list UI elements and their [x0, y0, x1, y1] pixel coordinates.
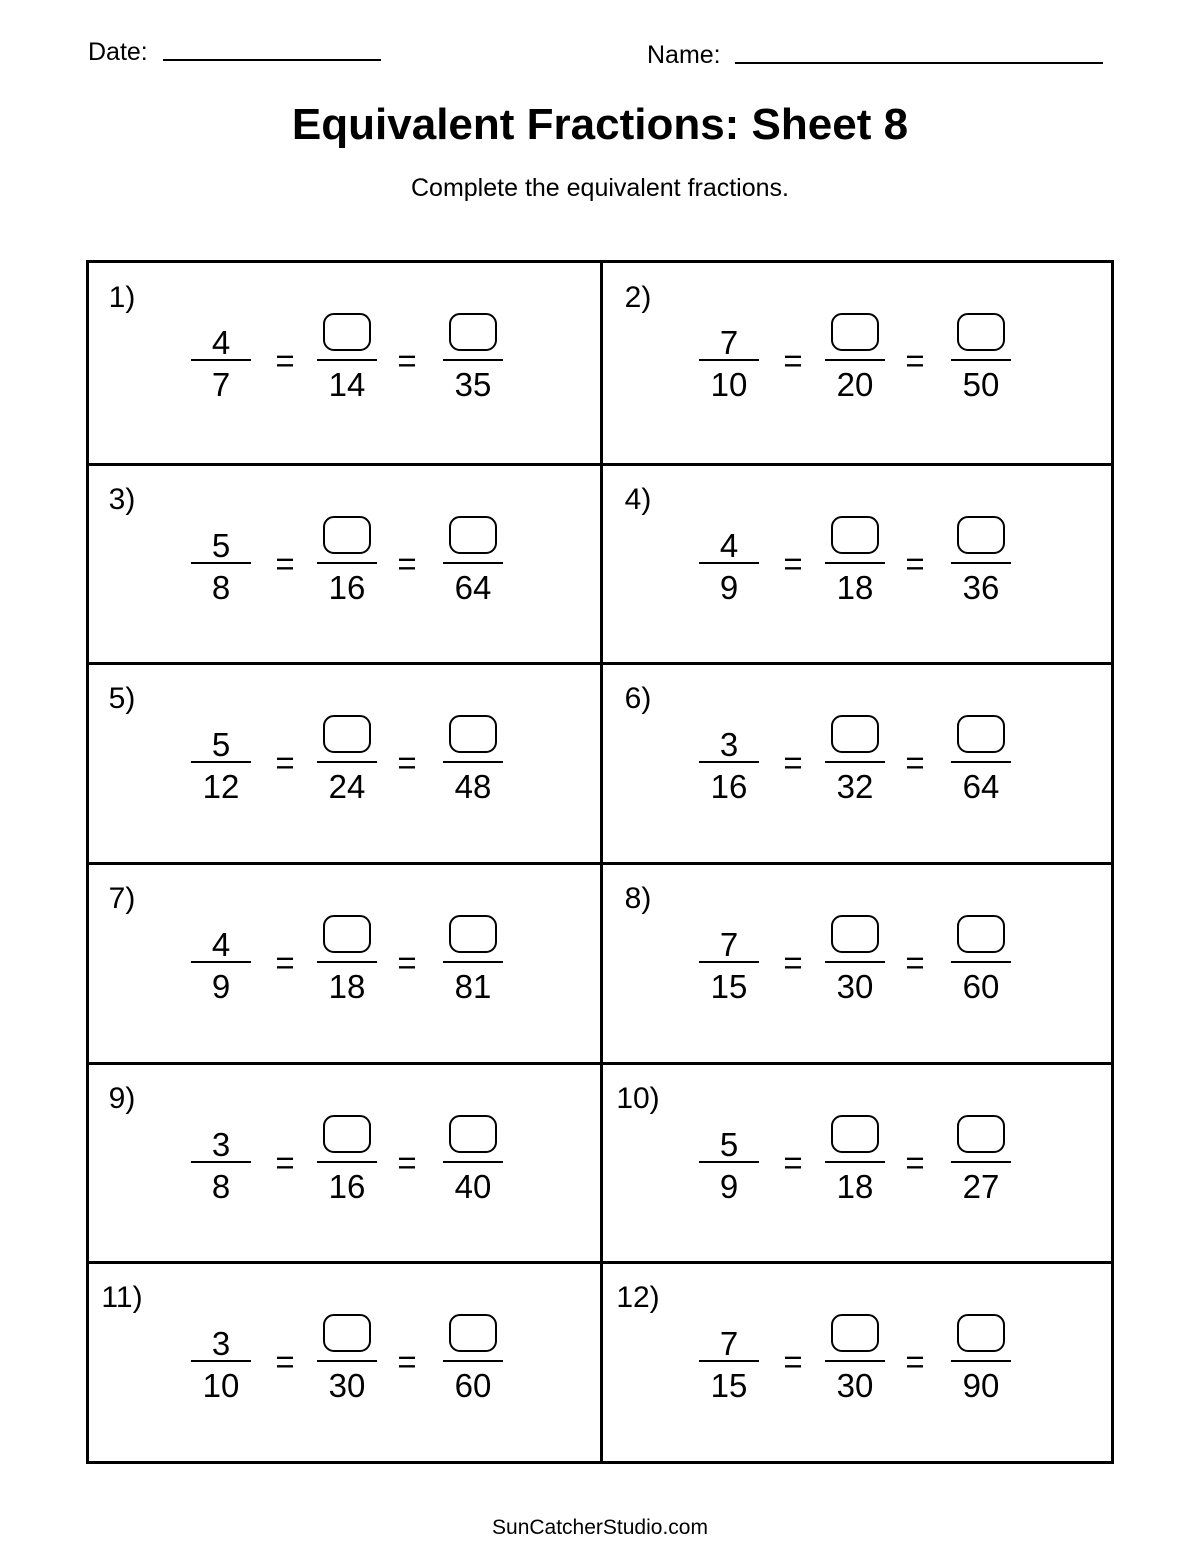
fraction-bar — [191, 359, 251, 361]
numerator: 7 — [719, 926, 739, 963]
denominator: 40 — [454, 1167, 492, 1205]
problem-cell — [600, 263, 1111, 463]
instructions: Complete the equivalent fractions. — [411, 174, 789, 202]
numerator: 3 — [719, 726, 739, 764]
equals-sign: = — [905, 1143, 925, 1181]
fraction-bar — [825, 562, 885, 564]
fraction-bar — [443, 761, 503, 763]
equivalent-fraction — [951, 1312, 1011, 1412]
fraction-bar — [699, 761, 759, 763]
given-fraction — [191, 913, 251, 1013]
denominator: 64 — [454, 568, 492, 606]
denominator: 18 — [836, 1167, 874, 1205]
denominator: 60 — [454, 1367, 492, 1405]
fraction-bar — [317, 1161, 377, 1163]
problem-number: 11) — [101, 1281, 143, 1315]
fraction-bar — [191, 562, 251, 564]
equivalent-fraction — [317, 913, 377, 1013]
denominator: 10 — [202, 1367, 240, 1405]
fraction-bar — [443, 1161, 503, 1163]
denominator: 9 — [211, 968, 231, 1005]
denominator: 9 — [719, 568, 739, 606]
equivalent-fraction — [443, 913, 503, 1013]
equals-sign: = — [783, 1343, 803, 1381]
problem-cell — [89, 862, 600, 1062]
equals-sign: = — [397, 744, 417, 782]
denominator: 60 — [962, 968, 1000, 1005]
answer-box[interactable] — [957, 915, 1005, 953]
equals-sign: = — [783, 744, 803, 782]
denominator: 27 — [962, 1167, 1000, 1205]
equals-sign: = — [397, 944, 417, 981]
fraction-bar — [951, 961, 1011, 963]
numerator: 3 — [211, 1325, 231, 1363]
fraction-bar — [317, 761, 377, 763]
answer-box[interactable] — [323, 313, 371, 351]
equals-sign: = — [783, 1143, 803, 1181]
problem-number: 1) — [108, 281, 136, 314]
denominator: 12 — [202, 768, 240, 806]
page-title: Equivalent Fractions: Sheet 8 — [291, 100, 909, 149]
fraction-bar — [191, 1360, 251, 1362]
denominator: 18 — [328, 968, 366, 1005]
problem-cell — [89, 263, 600, 463]
equivalent-fraction — [825, 1113, 885, 1213]
fraction-bar — [951, 1161, 1011, 1163]
equals-sign: = — [397, 342, 417, 379]
equals-sign: = — [275, 944, 295, 981]
equals-sign: = — [905, 342, 925, 379]
answer-box[interactable] — [449, 715, 497, 753]
denominator: 16 — [328, 1167, 366, 1205]
answer-box[interactable] — [957, 1115, 1005, 1153]
given-fraction — [699, 913, 759, 1013]
fraction-bar — [825, 1161, 885, 1163]
equivalent-fraction — [825, 913, 885, 1013]
denominator: 18 — [836, 568, 874, 606]
equals-sign: = — [783, 944, 803, 981]
fraction-bar — [951, 359, 1011, 361]
given-fraction — [191, 514, 251, 614]
equivalent-fraction — [951, 1113, 1011, 1213]
answer-box[interactable] — [957, 715, 1005, 753]
problem-number: 6) — [624, 682, 652, 716]
denominator: 8 — [211, 568, 231, 606]
fraction-bar — [699, 1360, 759, 1362]
equals-sign: = — [905, 544, 925, 582]
name-label: Name: — [647, 41, 721, 69]
given-fraction — [191, 311, 251, 411]
answer-box[interactable] — [831, 1115, 879, 1153]
equivalent-fraction — [317, 311, 377, 411]
given-fraction — [191, 1113, 251, 1213]
answer-box[interactable] — [957, 1314, 1005, 1352]
equals-sign: = — [275, 544, 295, 582]
numerator: 7 — [719, 324, 739, 361]
fraction-bar — [825, 761, 885, 763]
problem-number: 8) — [624, 882, 652, 915]
equivalent-fraction — [317, 713, 377, 813]
fraction-bar — [699, 359, 759, 361]
problem-number: 2) — [624, 281, 652, 314]
numerator: 4 — [211, 926, 231, 963]
given-fraction — [699, 713, 759, 813]
answer-box[interactable] — [957, 516, 1005, 554]
problem-number: 12) — [616, 1281, 660, 1315]
equals-sign: = — [275, 342, 295, 379]
fraction-bar — [317, 359, 377, 361]
equals-sign: = — [905, 944, 925, 981]
answer-box[interactable] — [323, 715, 371, 753]
equals-sign: = — [397, 1143, 417, 1181]
fraction-bar — [951, 562, 1011, 564]
equals-sign: = — [905, 744, 925, 782]
numerator: 5 — [211, 526, 231, 564]
fraction-bar — [951, 761, 1011, 763]
fraction-bar — [317, 562, 377, 564]
problem-cell — [600, 1062, 1111, 1262]
date-label: Date: — [88, 38, 148, 66]
problem-number: 5) — [108, 682, 136, 716]
answer-box[interactable] — [957, 313, 1005, 351]
denominator: 35 — [454, 366, 492, 403]
answer-box[interactable] — [831, 1314, 879, 1352]
equivalent-fraction — [825, 713, 885, 813]
problem-cell — [600, 1261, 1111, 1461]
problem-cell — [600, 463, 1111, 663]
date-line[interactable] — [163, 59, 381, 61]
given-fraction — [699, 1113, 759, 1213]
fraction-bar — [191, 961, 251, 963]
given-fraction — [699, 311, 759, 411]
fraction-bar — [699, 562, 759, 564]
denominator: 24 — [328, 768, 366, 806]
fraction-bar — [191, 761, 251, 763]
fraction-bar — [317, 1360, 377, 1362]
equivalent-fraction — [951, 913, 1011, 1013]
answer-box[interactable] — [323, 1314, 371, 1352]
equivalent-fraction — [443, 514, 503, 614]
answer-box[interactable] — [831, 715, 879, 753]
equivalent-fraction — [317, 1312, 377, 1412]
name-line[interactable] — [735, 62, 1103, 64]
equivalent-fraction — [443, 311, 503, 411]
problem-grid — [86, 260, 1114, 1464]
problem-cell — [600, 662, 1111, 862]
equals-sign: = — [275, 744, 295, 782]
answer-box[interactable] — [449, 516, 497, 554]
equivalent-fraction — [443, 713, 503, 813]
answer-box[interactable] — [831, 516, 879, 554]
problem-number: 9) — [108, 1081, 136, 1115]
equivalent-fraction — [951, 311, 1011, 411]
numerator: 7 — [719, 1325, 739, 1363]
denominator: 10 — [710, 366, 748, 403]
equivalent-fraction — [825, 1312, 885, 1412]
given-fraction — [699, 1312, 759, 1412]
equals-sign: = — [397, 1343, 417, 1381]
equals-sign: = — [275, 1343, 295, 1381]
equals-sign: = — [783, 544, 803, 582]
denominator: 15 — [710, 968, 748, 1005]
equivalent-fraction — [317, 514, 377, 614]
answer-box[interactable] — [449, 915, 497, 953]
denominator: 32 — [836, 768, 874, 806]
equivalent-fraction — [317, 1113, 377, 1213]
denominator: 30 — [836, 1367, 874, 1405]
answer-box[interactable] — [449, 1314, 497, 1352]
denominator: 7 — [211, 366, 231, 403]
problem-cell — [89, 1261, 600, 1461]
numerator: 3 — [211, 1125, 231, 1163]
denominator: 15 — [710, 1367, 748, 1405]
problem-cell — [89, 1062, 600, 1262]
problem-number: 10) — [616, 1081, 660, 1115]
denominator: 9 — [719, 1167, 739, 1205]
denominator: 14 — [328, 366, 366, 403]
equivalent-fraction — [951, 713, 1011, 813]
denominator: 90 — [962, 1367, 1000, 1405]
footer-credit: SunCatcherStudio.com — [492, 1516, 708, 1539]
fraction-bar — [317, 961, 377, 963]
fraction-bar — [825, 961, 885, 963]
denominator: 30 — [836, 968, 874, 1005]
problem-cell — [89, 463, 600, 663]
problem-cell — [600, 862, 1111, 1062]
fraction-bar — [443, 961, 503, 963]
fraction-bar — [443, 1360, 503, 1362]
fraction-bar — [825, 1360, 885, 1362]
equivalent-fraction — [951, 514, 1011, 614]
problem-number: 4) — [624, 482, 652, 516]
given-fraction — [699, 514, 759, 614]
answer-box[interactable] — [831, 915, 879, 953]
fraction-bar — [951, 1360, 1011, 1362]
denominator: 8 — [211, 1167, 231, 1205]
numerator: 5 — [211, 726, 231, 764]
denominator: 16 — [328, 568, 366, 606]
answer-box[interactable] — [323, 1115, 371, 1153]
equals-sign: = — [275, 1143, 295, 1181]
fraction-bar — [443, 359, 503, 361]
fraction-bar — [699, 1161, 759, 1163]
denominator: 64 — [962, 768, 1000, 806]
denominator: 30 — [328, 1367, 366, 1405]
fraction-bar — [825, 359, 885, 361]
given-fraction — [191, 1312, 251, 1412]
equals-sign: = — [397, 544, 417, 582]
answer-box[interactable] — [449, 1115, 497, 1153]
answer-box[interactable] — [323, 915, 371, 953]
equivalent-fraction — [443, 1312, 503, 1412]
problem-cell — [89, 662, 600, 862]
numerator: 4 — [719, 526, 739, 564]
denominator: 50 — [962, 366, 1000, 403]
fraction-bar — [191, 1161, 251, 1163]
numerator: 5 — [719, 1125, 739, 1163]
equals-sign: = — [783, 342, 803, 379]
denominator: 48 — [454, 768, 492, 806]
numerator: 4 — [211, 324, 231, 361]
equals-sign: = — [905, 1343, 925, 1381]
equivalent-fraction — [825, 311, 885, 411]
problem-number: 7) — [108, 882, 136, 915]
equivalent-fraction — [443, 1113, 503, 1213]
fraction-bar — [443, 562, 503, 564]
answer-box[interactable] — [323, 516, 371, 554]
answer-box[interactable] — [831, 313, 879, 351]
denominator: 16 — [710, 768, 748, 806]
answer-box[interactable] — [449, 313, 497, 351]
fraction-bar — [699, 961, 759, 963]
problem-number: 3) — [108, 482, 136, 516]
denominator: 81 — [454, 968, 492, 1005]
equivalent-fraction — [825, 514, 885, 614]
denominator: 20 — [836, 366, 874, 403]
denominator: 36 — [962, 568, 1000, 606]
given-fraction — [191, 713, 251, 813]
